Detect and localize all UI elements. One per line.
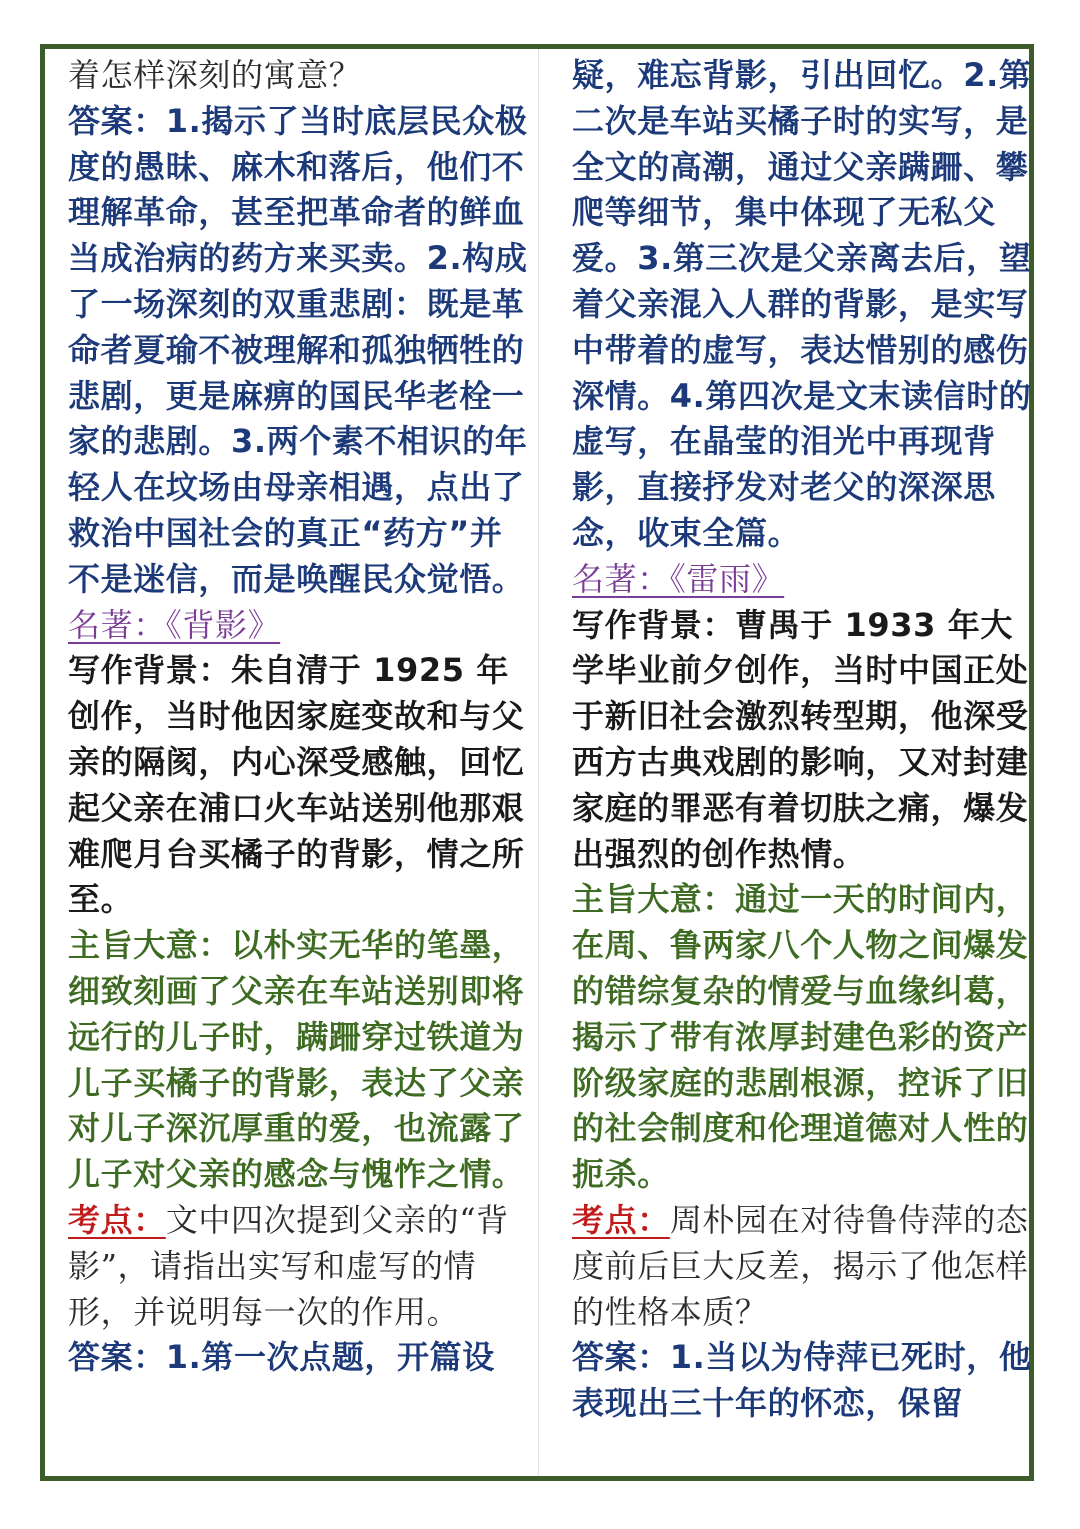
book-heading-beiying-text: 名著：《背影》: [68, 605, 281, 644]
kaodian-question: 周朴园在对待鲁侍萍的态度前后巨大反差，揭示了他怎样的性格本质？: [572, 1200, 1029, 1331]
answer-leiyu-start: 答案：1.当以为侍萍已死时，他表现出三十年的怀恋，保留: [572, 1338, 1032, 1423]
book-heading-beiying: [68, 603, 530, 649]
kaodian-label: 考点：: [68, 1200, 166, 1239]
answer-yao: 答案：1.揭示了当时底层民众极度的愚昧、麻木和落后，他们不理解革命，甚至把革命者的鲜血当成治病的药方来买卖。2.构成了一场深刻的双重悲剧：既是革命者夏瑜不被理解和孤独牺牲的悲剧，更是麻痹的国民华老栓一家的悲剧。3.两个素不相识的年轻人在坟场由母亲相遇，点出了救治中国社会的真正“药方”并不是迷信，而是唤醒民众觉悟。: [68, 101, 528, 598]
background-leiyu: 写作背景：曹禺于 1933 年大学毕业前夕创作，当时中国正处于新旧社会激烈转型期，他深受西方古典戏剧的影响，又对封建家庭的罪恶有着切肤之痛，爆发出强烈的创作热情。: [572, 605, 1029, 873]
kaodian-question: 文中四次提到父亲的“背影”，请指出实写和虚写的情形，并说明每一次的作用。: [68, 1200, 509, 1331]
book-heading-leiyu-text: 名著：《雷雨》: [572, 559, 785, 598]
background-beiying: 写作背景：朱自清于 1925 年创作，当时他因家庭变故和与父亲的隔阂，内心深受感触，回忆起父亲在浦口火车站送别他那艰难爬月台买橘子的背影，情之所至。: [68, 651, 525, 919]
theme-beiying: 主旨大意：以朴实无华的笔墨，细致刻画了父亲在车站送别即将远行的儿子时，蹒跚穿过铁道为儿子买橘子的背影，表达了父亲对儿子深沉厚重的爱，也流露了儿子对父亲的感念与愧怍之情。: [68, 926, 525, 1194]
right-column: [572, 53, 1032, 1427]
column-divider: [538, 49, 539, 1476]
kaodian-label: 考点：: [572, 1200, 670, 1239]
theme-leiyu: 主旨大意：通过一天的时间内，在周、鲁两家八个人物之间爆发的错综复杂的情爱与血缘纠葛，揭示了带有浓厚封建色彩的资产阶级家庭的悲剧根源，控诉了旧的社会制度和伦理道德对人性的扼杀。: [572, 880, 1029, 1194]
question-tail: 着怎样深刻的寓意？: [68, 56, 362, 94]
kaodian-leiyu: [572, 1198, 1032, 1335]
answer-beiying-start: 答案：1.第一次点题，开篇设: [68, 1338, 495, 1377]
kaodian-beiying: [68, 1198, 530, 1335]
answer-beiying-cont: 疑，难忘背影，引出回忆。2.第二次是车站买橘子时的实写，是全文的高潮，通过父亲蹒跚、攀爬等细节，集中体现了无私父爱。3.第三次是父亲离去后，望着父亲混入人群的背影，是实写中带着的虚写，表达惜别的感伤深情。4.第四次是文末读信时的虚写，在晶莹的泪光中再现背影，直接抒发对老父的深深思念，收束全篇。: [572, 56, 1032, 552]
left-column: [68, 53, 530, 1381]
book-heading-leiyu: [572, 557, 1032, 603]
